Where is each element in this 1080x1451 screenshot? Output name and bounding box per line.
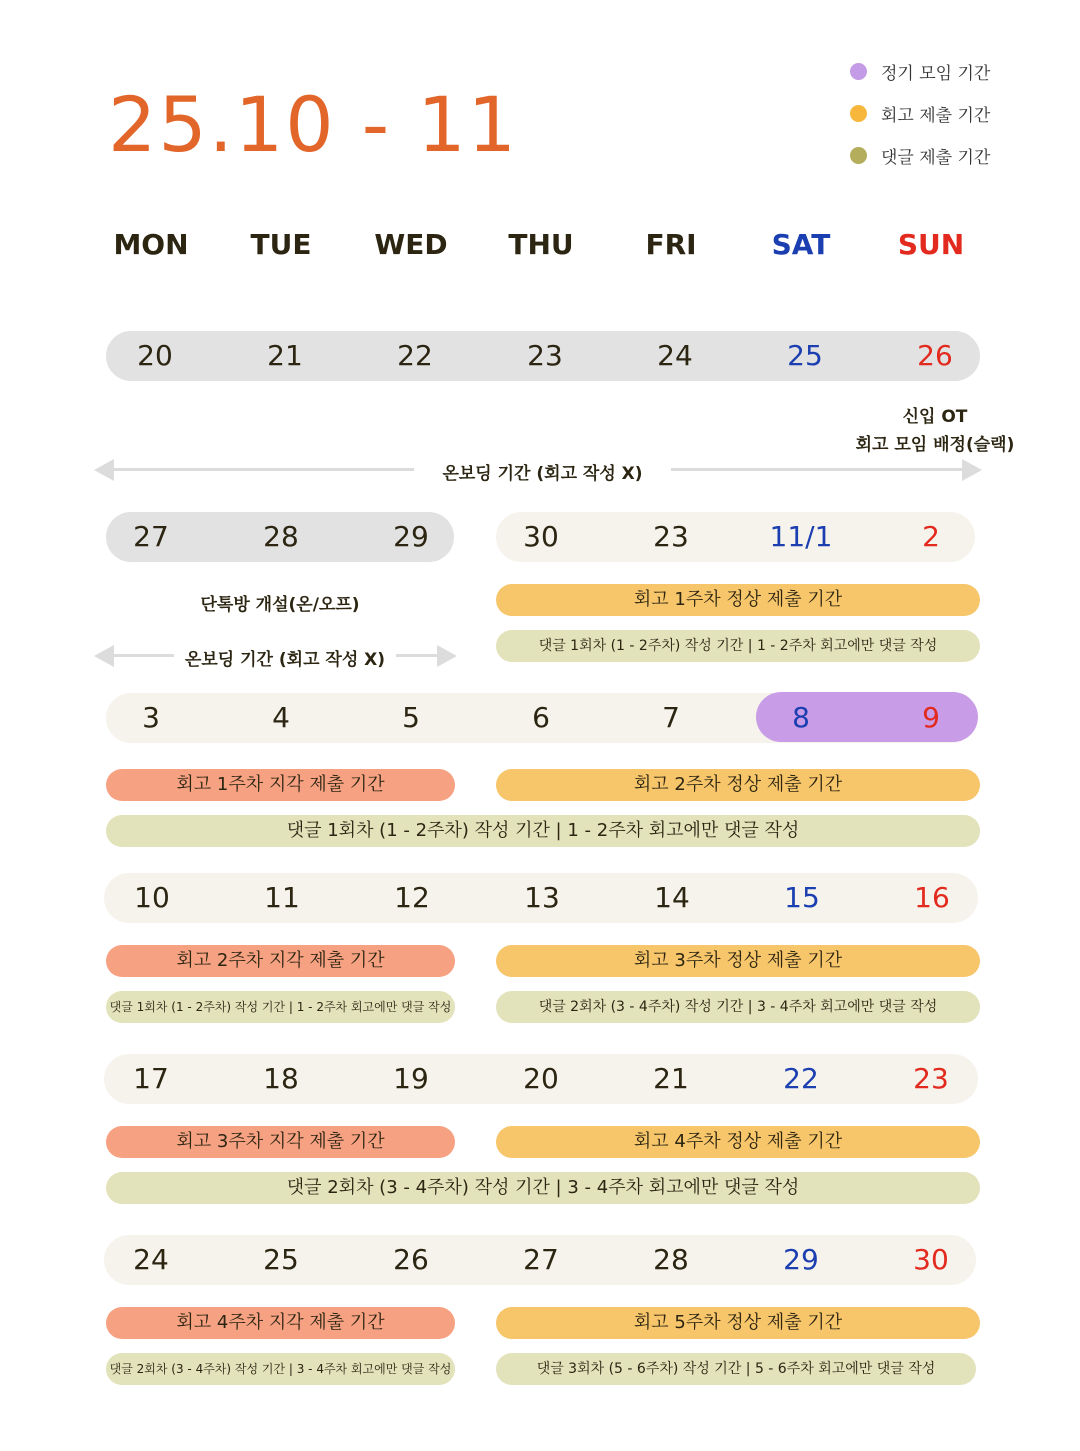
note-group-assign: 회고 모임 배정(슬랙) xyxy=(855,435,1015,455)
day-cell: 22 xyxy=(783,1062,819,1095)
late-submit-bar: 회고 4주차 지각 제출 기간 xyxy=(106,1307,455,1339)
weekday-thu: THU xyxy=(508,228,574,261)
submit-period-bar: 회고 2주차 정상 제출 기간 xyxy=(496,769,980,801)
calendar-title: 25.10 - 11 xyxy=(108,80,519,169)
day-cell: 10 xyxy=(134,881,170,914)
day-cell: 23 xyxy=(913,1062,949,1095)
arrow-left-icon xyxy=(94,645,114,667)
day-cell: 21 xyxy=(653,1062,689,1095)
day-cell: 5 xyxy=(402,701,420,734)
day-cell: 26 xyxy=(917,339,953,372)
arrow-right-icon xyxy=(437,645,457,667)
day-cell: 20 xyxy=(137,339,173,372)
legend-item-comment xyxy=(850,134,990,176)
weekday-mon: MON xyxy=(113,228,189,261)
comment-period-bar: 댓글 1회차 (1 - 2주차) 작성 기간 | 1 - 2주차 회고에만 댓글 작성 xyxy=(106,815,980,847)
arrow-right-icon xyxy=(962,459,982,481)
day-cell: 17 xyxy=(133,1062,169,1095)
day-cell: 30 xyxy=(523,520,559,553)
note-orientation: 신입 OT xyxy=(902,407,968,427)
arrow-line xyxy=(112,654,174,657)
comment-period-bar: 댓글 1회차 (1 - 2주차) 작성 기간 | 1 - 2주차 회고에만 댓글 작성 xyxy=(106,991,455,1023)
legend-label: 정기 모임 기간 xyxy=(881,63,991,84)
day-cell: 26 xyxy=(393,1243,429,1276)
late-submit-bar: 회고 2주차 지각 제출 기간 xyxy=(106,945,455,977)
comment-period-bar: 댓글 2회차 (3 - 4주차) 작성 기간 | 3 - 4주차 회고에만 댓글 작성 xyxy=(496,991,980,1023)
day-cell: 29 xyxy=(393,520,429,553)
olive-dot-icon xyxy=(850,147,867,164)
submit-period-bar: 회고 1주차 정상 제출 기간 xyxy=(496,584,980,616)
day-cell: 19 xyxy=(393,1062,429,1095)
legend-item-meeting xyxy=(850,50,990,92)
day-cell: 4 xyxy=(272,701,290,734)
legend-label: 댓글 제출 기간 xyxy=(881,147,991,168)
weekday-sat: SAT xyxy=(771,228,831,261)
late-submit-bar: 회고 1주차 지각 제출 기간 xyxy=(106,769,455,801)
day-cell: 25 xyxy=(263,1243,299,1276)
day-cell: 28 xyxy=(263,520,299,553)
late-submit-bar: 회고 3주차 지각 제출 기간 xyxy=(106,1126,455,1158)
purple-dot-icon xyxy=(850,63,867,80)
weekday-fri: FRI xyxy=(645,228,697,261)
submit-period-bar: 회고 5주차 정상 제출 기간 xyxy=(496,1307,980,1339)
day-cell: 22 xyxy=(397,339,433,372)
day-cell: 24 xyxy=(657,339,693,372)
day-cell: 27 xyxy=(133,520,169,553)
arrow-line xyxy=(396,654,438,657)
legend-item-submit xyxy=(850,92,990,134)
day-cell: 12 xyxy=(394,881,430,914)
note-chatroom: 단톡방 개설(온/오프) xyxy=(200,595,360,615)
day-cell: 21 xyxy=(267,339,303,372)
day-cell: 29 xyxy=(783,1243,819,1276)
day-cell: 7 xyxy=(662,701,680,734)
day-cell: 6 xyxy=(532,701,550,734)
submit-period-bar: 회고 4주차 정상 제출 기간 xyxy=(496,1126,980,1158)
orange-dot-icon xyxy=(850,105,867,122)
arrow-left-icon xyxy=(94,459,114,481)
day-cell: 28 xyxy=(653,1243,689,1276)
note-onboarding: 온보딩 기간 (회고 작성 X) xyxy=(442,464,643,484)
day-cell: 18 xyxy=(263,1062,299,1095)
day-cell: 23 xyxy=(653,520,689,553)
day-cell: 30 xyxy=(913,1243,949,1276)
comment-period-bar: 댓글 2회차 (3 - 4주차) 작성 기간 | 3 - 4주차 회고에만 댓글 작성 xyxy=(106,1172,980,1204)
day-cell: 20 xyxy=(523,1062,559,1095)
comment-period-bar: 댓글 3회차 (5 - 6주차) 작성 기간 | 5 - 6주차 회고에만 댓글 작성 xyxy=(496,1353,976,1385)
day-cell: 11/1 xyxy=(769,520,833,553)
day-cell: 8 xyxy=(792,701,810,734)
day-cell: 9 xyxy=(922,701,940,734)
day-cell: 23 xyxy=(527,339,563,372)
legend-label: 회고 제출 기간 xyxy=(881,105,991,126)
day-cell: 2 xyxy=(922,520,940,553)
day-cell: 3 xyxy=(142,701,160,734)
day-cell: 25 xyxy=(787,339,823,372)
day-cell: 13 xyxy=(524,881,560,914)
weekday-tue: TUE xyxy=(250,228,312,261)
day-cell: 15 xyxy=(784,881,820,914)
weekday-header xyxy=(0,228,1080,268)
comment-period-bar: 댓글 2회차 (3 - 4주차) 작성 기간 | 3 - 4주차 회고에만 댓글 작성 xyxy=(106,1353,455,1385)
weekday-wed: WED xyxy=(374,228,448,261)
day-cell: 24 xyxy=(133,1243,169,1276)
day-cell: 14 xyxy=(654,881,690,914)
arrow-line xyxy=(112,468,414,471)
note-onboarding: 온보딩 기간 (회고 작성 X) xyxy=(184,650,386,670)
weekday-sun: SUN xyxy=(897,228,965,261)
day-cell: 11 xyxy=(264,881,300,914)
legend xyxy=(850,50,990,176)
day-cell: 16 xyxy=(914,881,950,914)
comment-period-bar: 댓글 1회차 (1 - 2주차) 작성 기간 | 1 - 2주차 회고에만 댓글 작성 xyxy=(496,630,980,662)
day-cell: 27 xyxy=(523,1243,559,1276)
submit-period-bar: 회고 3주차 정상 제출 기간 xyxy=(496,945,980,977)
arrow-line xyxy=(671,468,963,471)
